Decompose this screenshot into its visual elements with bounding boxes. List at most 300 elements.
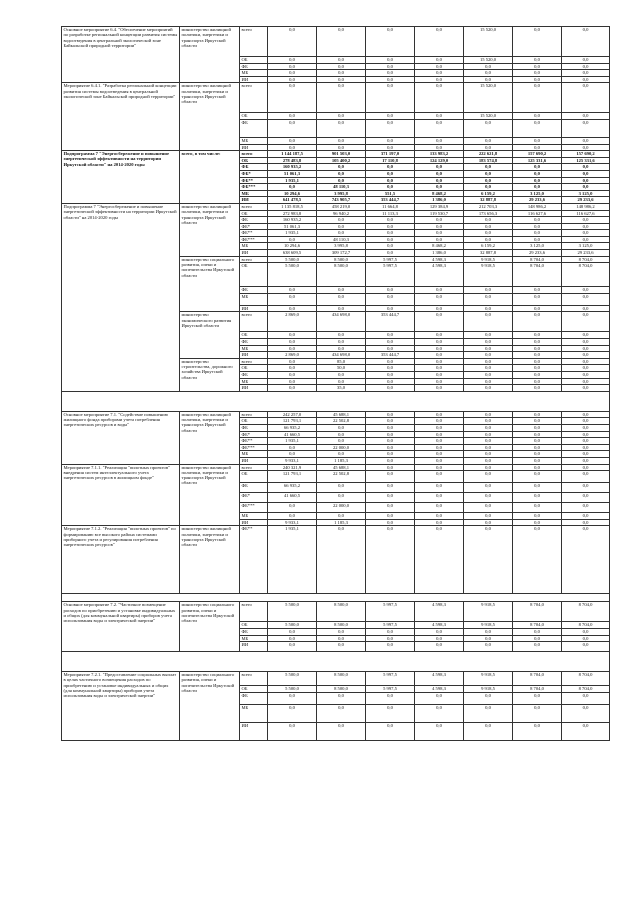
amount-cell: 309 172,7 — [317, 250, 366, 257]
funding-table — [61, 26, 610, 741]
amount-cell: 0,0 — [268, 513, 317, 520]
funding-source: МБ — [240, 137, 268, 144]
spacer-cell — [62, 391, 610, 411]
amount-cell: 0,0 — [268, 503, 317, 513]
amount-cell: 5 997,5 — [366, 686, 415, 693]
amount-cell: 51 061,3 — [268, 223, 317, 230]
amount-cell: 0,0 — [562, 339, 610, 346]
amount-cell: 0,0 — [317, 493, 366, 503]
funding-source: ОБ — [240, 622, 268, 629]
amount-cell: 0,0 — [415, 137, 464, 144]
amount-cell: 0,0 — [268, 385, 317, 392]
amount-cell: 173 656,3 — [464, 210, 513, 217]
amount-cell: 0,0 — [317, 164, 366, 171]
measure-name: Мероприятие 6.4.1. "Разработка региональной концепции развития системы водоотведения в центральной экологической зоне Байкальской природной территории" — [62, 83, 180, 151]
amount-cell: 160 935,2 — [268, 164, 317, 171]
amount-cell: 0,0 — [366, 411, 415, 418]
amount-cell: 1 935,1 — [268, 230, 317, 237]
amount-cell: 22 000,0 — [317, 503, 366, 513]
amount-cell: 0,0 — [513, 119, 562, 137]
amount-cell: 0,0 — [415, 230, 464, 237]
funding-source: ФБ*** — [240, 184, 268, 191]
funding-source: ФБ — [240, 119, 268, 137]
funding-source: ФБ* — [240, 223, 268, 230]
funding-source: ИИ — [240, 250, 268, 257]
amount-cell: 0,0 — [366, 526, 415, 594]
amount-cell: 0,0 — [366, 230, 415, 237]
table-row — [62, 27, 610, 57]
amount-cell: 0,0 — [464, 704, 513, 722]
amount-cell: 0,0 — [513, 217, 562, 224]
amount-cell: 148 986,2 — [513, 203, 562, 210]
amount-cell: 22 000,0 — [317, 444, 366, 451]
amount-cell: 0,0 — [415, 378, 464, 385]
amount-cell: 0,0 — [366, 493, 415, 503]
amount-cell: 0,0 — [464, 177, 513, 184]
amount-cell: 0,0 — [513, 170, 562, 177]
amount-cell: 0,0 — [415, 27, 464, 57]
amount-cell: 4 598,3 — [415, 263, 464, 287]
amount-cell: 0,0 — [415, 170, 464, 177]
amount-cell: 0,0 — [562, 411, 610, 418]
funding-source: ИИ — [240, 305, 268, 312]
funding-source: МБ — [240, 451, 268, 458]
amount-cell: 8 468,2 — [415, 243, 464, 250]
amount-cell: 48 110,3 — [317, 236, 366, 243]
amount-cell: 0,0 — [513, 378, 562, 385]
amount-cell: 0,0 — [366, 471, 415, 483]
funding-source: ОБ — [240, 686, 268, 693]
amount-cell: 0,0 — [268, 444, 317, 451]
funding-source: ОБ — [240, 332, 268, 339]
amount-cell: 8 704,0 — [513, 686, 562, 693]
amount-cell: 0,0 — [268, 365, 317, 372]
amount-cell: 0,0 — [268, 236, 317, 243]
amount-cell: 0,0 — [366, 483, 415, 493]
amount-cell: 0,0 — [562, 184, 610, 191]
amount-cell: 0,0 — [464, 372, 513, 379]
amount-cell: 0,0 — [464, 464, 513, 471]
amount-cell: 0,0 — [464, 438, 513, 445]
amount-cell: 0,0 — [366, 692, 415, 704]
executor-name: всего, в том числе: — [180, 151, 240, 204]
amount-cell: 0,0 — [415, 83, 464, 113]
amount-cell: 0,0 — [366, 170, 415, 177]
funding-source: всего — [240, 672, 268, 686]
amount-cell: 0,0 — [268, 372, 317, 379]
amount-cell: 0,0 — [562, 312, 610, 332]
amount-cell: 4 598,3 — [415, 672, 464, 686]
amount-cell: 0,0 — [268, 70, 317, 77]
amount-cell: 0,0 — [317, 339, 366, 346]
amount-cell: 0,0 — [415, 63, 464, 70]
amount-cell: 8 704,0 — [513, 602, 562, 622]
amount-cell: 15 520,0 — [464, 83, 513, 113]
amount-cell: 0,0 — [366, 464, 415, 471]
amount-cell: 0,0 — [562, 438, 610, 445]
amount-cell: 0,0 — [317, 378, 366, 385]
funding-source: ИИ — [240, 722, 268, 740]
funding-source: ОБ — [240, 157, 268, 164]
amount-cell: 8 704,0 — [562, 686, 610, 693]
amount-cell: 10 294,6 — [268, 243, 317, 250]
amount-cell: 0,0 — [415, 493, 464, 503]
amount-cell: 8 500,0 — [317, 256, 366, 263]
funding-source: всего — [240, 411, 268, 418]
funding-source: МБ — [240, 70, 268, 77]
spacer-row — [62, 391, 610, 411]
amount-cell: 0,0 — [513, 358, 562, 365]
amount-cell: 0,0 — [464, 519, 513, 526]
amount-cell: 0,0 — [562, 692, 610, 704]
amount-cell: 641 478,5 — [268, 197, 317, 204]
amount-cell: 0,0 — [464, 119, 513, 137]
amount-cell: 0,0 — [513, 312, 562, 332]
amount-cell: 0,0 — [464, 513, 513, 520]
amount-cell: 0,0 — [415, 352, 464, 359]
amount-cell: 0,0 — [366, 144, 415, 151]
amount-cell: 0,0 — [317, 137, 366, 144]
amount-cell: 8 500,0 — [317, 602, 366, 622]
amount-cell: 0,0 — [366, 519, 415, 526]
amount-cell: 0,0 — [464, 236, 513, 243]
amount-cell: 0,0 — [464, 418, 513, 425]
executor-name: министерство жилищной политики, энергетики и транспорта Иркутской области — [180, 203, 240, 256]
amount-cell: 0,0 — [513, 76, 562, 83]
amount-cell: 9 918,5 — [464, 622, 513, 629]
funding-source: ФБ — [240, 483, 268, 493]
amount-cell: 8 704,0 — [513, 256, 562, 263]
amount-cell: 212 703,3 — [464, 203, 513, 210]
amount-cell: 0,0 — [366, 372, 415, 379]
table-row — [62, 83, 610, 113]
amount-cell: 0,0 — [317, 170, 366, 177]
table-row — [62, 411, 610, 418]
amount-cell: 434 698,0 — [317, 312, 366, 332]
amount-cell: 0,0 — [562, 144, 610, 151]
executor-name: министерство экономического развития Иркутской области — [180, 312, 240, 358]
funding-source: ФБ** — [240, 230, 268, 237]
funding-source: ОБ — [240, 418, 268, 425]
amount-cell: 35,0 — [317, 385, 366, 392]
funding-source: ФБ — [240, 692, 268, 704]
amount-cell: 15 520,0 — [464, 57, 513, 64]
amount-cell: 5 500,0 — [268, 622, 317, 629]
amount-cell: 0,0 — [415, 642, 464, 652]
table-row — [62, 151, 610, 158]
amount-cell: 0,0 — [366, 57, 415, 64]
amount-cell: 0,0 — [562, 27, 610, 57]
amount-cell: 0,0 — [562, 642, 610, 652]
amount-cell: 0,0 — [415, 293, 464, 305]
amount-cell: 8 704,0 — [562, 602, 610, 622]
amount-cell: 3 125,0 — [513, 190, 562, 197]
amount-cell: 29 233,6 — [562, 197, 610, 204]
amount-cell: 0,0 — [464, 722, 513, 740]
amount-cell: 9 933,1 — [268, 457, 317, 464]
amount-cell: 0,0 — [562, 113, 610, 120]
amount-cell: 0,0 — [464, 365, 513, 372]
amount-cell: 8 500,0 — [317, 672, 366, 686]
funding-source: всего — [240, 602, 268, 622]
amount-cell: 29 233,6 — [562, 250, 610, 257]
amount-cell: 129 384,9 — [415, 203, 464, 210]
amount-cell: 0,0 — [562, 704, 610, 722]
amount-cell: 8 704,0 — [513, 263, 562, 287]
amount-cell: 48 110,3 — [317, 184, 366, 191]
amount-cell: 0,0 — [317, 526, 366, 594]
amount-cell: 551,5 — [366, 190, 415, 197]
amount-cell: 0,0 — [317, 438, 366, 445]
amount-cell: 272 983,8 — [268, 210, 317, 217]
amount-cell: 0,0 — [268, 144, 317, 151]
amount-cell: 0,0 — [513, 722, 562, 740]
amount-cell: 0,0 — [366, 635, 415, 642]
amount-cell: 0,0 — [415, 635, 464, 642]
amount-cell: 0,0 — [415, 57, 464, 64]
amount-cell: 0,0 — [562, 76, 610, 83]
funding-source: ИИ — [240, 352, 268, 359]
funding-source: ФБ — [240, 164, 268, 171]
amount-cell: 96 940,2 — [317, 210, 366, 217]
amount-cell: 0,0 — [366, 287, 415, 294]
amount-cell: 0,0 — [464, 170, 513, 177]
amount-cell: 0,0 — [464, 503, 513, 513]
funding-source: ФБ*** — [240, 503, 268, 513]
amount-cell: 901 503,0 — [317, 151, 366, 158]
amount-cell: 0,0 — [513, 339, 562, 346]
funding-source: всего — [240, 256, 268, 263]
amount-cell: 116 627,6 — [562, 210, 610, 217]
amount-cell: 8 704,0 — [562, 672, 610, 686]
amount-cell: 0,0 — [415, 503, 464, 513]
amount-cell: 5 500,0 — [268, 256, 317, 263]
amount-cell: 0,0 — [268, 378, 317, 385]
amount-cell: 8 704,0 — [562, 256, 610, 263]
amount-cell: 0,0 — [317, 57, 366, 64]
amount-cell: 3 125,0 — [513, 243, 562, 250]
amount-cell: 0,0 — [513, 305, 562, 312]
amount-cell: 0,0 — [317, 293, 366, 305]
amount-cell: 0,0 — [366, 63, 415, 70]
amount-cell: 0,0 — [464, 230, 513, 237]
amount-cell: 0,0 — [366, 424, 415, 431]
amount-cell: 0,0 — [415, 722, 464, 740]
measure-name: Подпрограмма 7 "Энергосбережение и повышение энергетической эффективности на территории Иркутской области" на 2014-2020 годы — [62, 151, 180, 204]
amount-cell: 0,0 — [415, 184, 464, 191]
amount-cell: 15 520,0 — [464, 27, 513, 57]
funding-source: ИИ — [240, 385, 268, 392]
amount-cell: 0,0 — [562, 217, 610, 224]
amount-cell: 0,0 — [415, 471, 464, 483]
amount-cell: 0,0 — [415, 457, 464, 464]
funding-source: ИИ — [240, 519, 268, 526]
amount-cell: 0,0 — [562, 635, 610, 642]
amount-cell: 8 500,0 — [317, 263, 366, 287]
amount-cell: 0,0 — [366, 358, 415, 365]
amount-cell: 9 918,5 — [464, 256, 513, 263]
amount-cell: 0,0 — [268, 358, 317, 365]
amount-cell: 0,0 — [513, 113, 562, 120]
amount-cell: 0,0 — [562, 287, 610, 294]
amount-cell: 116 627,6 — [513, 210, 562, 217]
amount-cell: 22 502,8 — [317, 418, 366, 425]
amount-cell: 9 918,5 — [464, 602, 513, 622]
amount-cell: 0,0 — [366, 704, 415, 722]
funding-source: ИИ — [240, 457, 268, 464]
amount-cell: 0,0 — [415, 287, 464, 294]
amount-cell: 0,0 — [415, 464, 464, 471]
amount-cell: 0,0 — [366, 722, 415, 740]
amount-cell: 0,0 — [464, 385, 513, 392]
amount-cell: 0,0 — [268, 451, 317, 458]
amount-cell: 0,0 — [562, 431, 610, 438]
amount-cell: 0,0 — [415, 236, 464, 243]
amount-cell: 6 159,2 — [464, 190, 513, 197]
amount-cell: 0,0 — [513, 635, 562, 642]
amount-cell: 0,0 — [366, 236, 415, 243]
amount-cell: 4 598,3 — [415, 686, 464, 693]
amount-cell: 0,0 — [317, 223, 366, 230]
amount-cell: 3 125,0 — [562, 243, 610, 250]
amount-cell: 0,0 — [317, 230, 366, 237]
spacer-cell — [62, 594, 610, 602]
amount-cell: 0,0 — [317, 83, 366, 113]
amount-cell: 0,0 — [415, 424, 464, 431]
amount-cell: 0,0 — [562, 57, 610, 64]
amount-cell: 0,0 — [464, 471, 513, 483]
amount-cell: 0,0 — [513, 444, 562, 451]
amount-cell: 0,0 — [562, 70, 610, 77]
amount-cell: 0,0 — [513, 503, 562, 513]
amount-cell: 0,0 — [366, 378, 415, 385]
amount-cell: 0,0 — [464, 305, 513, 312]
amount-cell: 0,0 — [513, 457, 562, 464]
amount-cell: 0,0 — [562, 119, 610, 137]
amount-cell: 148 986,2 — [562, 203, 610, 210]
amount-cell: 0,0 — [513, 418, 562, 425]
amount-cell: 0,0 — [513, 293, 562, 305]
funding-source: всего — [240, 151, 268, 158]
amount-cell: 0,0 — [562, 628, 610, 635]
amount-cell: 0,0 — [513, 451, 562, 458]
amount-cell: 5 997,5 — [366, 263, 415, 287]
amount-cell: 0,0 — [415, 164, 464, 171]
amount-cell: 0,0 — [513, 70, 562, 77]
amount-cell: 8 500,0 — [317, 622, 366, 629]
amount-cell: 0,0 — [464, 332, 513, 339]
amount-cell: 0,0 — [317, 287, 366, 294]
amount-cell: 8 468,2 — [415, 190, 464, 197]
amount-cell: 0,0 — [513, 365, 562, 372]
amount-cell: 8 704,0 — [513, 622, 562, 629]
amount-cell: 1 935,1 — [268, 177, 317, 184]
amount-cell: 0,0 — [513, 230, 562, 237]
amount-cell: 0,0 — [366, 332, 415, 339]
amount-cell: 0,0 — [562, 177, 610, 184]
amount-cell: 0,0 — [415, 692, 464, 704]
amount-cell: 0,0 — [366, 385, 415, 392]
amount-cell: 0,0 — [513, 137, 562, 144]
amount-cell: 0,0 — [366, 642, 415, 652]
amount-cell: 0,0 — [513, 385, 562, 392]
amount-cell: 0,0 — [513, 431, 562, 438]
amount-cell: 0,0 — [317, 63, 366, 70]
amount-cell: 0,0 — [317, 704, 366, 722]
funding-source: ФБ — [240, 287, 268, 294]
executor-name: министерство социального развития, опеки и попечительства Иркутской области — [180, 672, 240, 741]
amount-cell: 0,0 — [562, 385, 610, 392]
amount-cell: 9 918,5 — [464, 686, 513, 693]
amount-cell: 0,0 — [415, 365, 464, 372]
funding-source: всего — [240, 203, 268, 210]
amount-cell: 0,0 — [415, 144, 464, 151]
funding-source: ФБ** — [240, 526, 268, 594]
amount-cell: 0,0 — [562, 372, 610, 379]
amount-cell: 0,0 — [268, 137, 317, 144]
table-row — [62, 602, 610, 622]
amount-cell: 0,0 — [513, 464, 562, 471]
spacer-cell — [62, 652, 610, 672]
amount-cell: 0,0 — [562, 451, 610, 458]
amount-cell: 0,0 — [562, 63, 610, 70]
amount-cell: 0,0 — [513, 144, 562, 151]
amount-cell: 0,0 — [366, 628, 415, 635]
executor-name: министерство строительства, дорожного хозяйства Иркутской области — [180, 358, 240, 391]
amount-cell: 0,0 — [513, 164, 562, 171]
amount-cell: 0,0 — [317, 177, 366, 184]
amount-cell: 0,0 — [268, 27, 317, 57]
funding-source: ИИ — [240, 76, 268, 83]
amount-cell: 0,0 — [415, 372, 464, 379]
funding-source: ФБ — [240, 339, 268, 346]
amount-cell: 17 110,8 — [366, 157, 415, 164]
amount-cell: 0,0 — [268, 305, 317, 312]
funding-source: ФБ*** — [240, 444, 268, 451]
funding-source: ФБ — [240, 424, 268, 431]
amount-cell: 1 935,1 — [268, 438, 317, 445]
amount-cell: 4 598,3 — [415, 602, 464, 622]
amount-cell: 8 500,0 — [317, 686, 366, 693]
amount-cell: 0,0 — [464, 144, 513, 151]
amount-cell: 0,0 — [415, 526, 464, 594]
amount-cell: 0,0 — [562, 352, 610, 359]
amount-cell: 0,0 — [268, 345, 317, 352]
amount-cell: 1 386,0 — [415, 250, 464, 257]
amount-cell: 0,0 — [415, 305, 464, 312]
amount-cell: 0,0 — [317, 70, 366, 77]
amount-cell: 0,0 — [513, 27, 562, 57]
amount-cell: 0,0 — [317, 642, 366, 652]
amount-cell: 0,0 — [366, 365, 415, 372]
amount-cell: 0,0 — [562, 358, 610, 365]
amount-cell: 0,0 — [464, 642, 513, 652]
amount-cell: 0,0 — [415, 332, 464, 339]
amount-cell: 0,0 — [366, 113, 415, 120]
amount-cell: 0,0 — [513, 63, 562, 70]
executor-name: министерство жилищной политики, энергетики и транспорта Иркутской области — [180, 411, 240, 464]
amount-cell: 0,0 — [366, 164, 415, 171]
amount-cell: 105 400,2 — [317, 157, 366, 164]
amount-cell: 0,0 — [366, 27, 415, 57]
funding-source: всего — [240, 27, 268, 57]
amount-cell: 0,0 — [464, 312, 513, 332]
amount-cell: 0,0 — [415, 418, 464, 425]
amount-cell: 5 997,5 — [366, 672, 415, 686]
amount-cell: 0,0 — [513, 424, 562, 431]
amount-cell: 0,0 — [464, 339, 513, 346]
amount-cell: 0,0 — [268, 184, 317, 191]
